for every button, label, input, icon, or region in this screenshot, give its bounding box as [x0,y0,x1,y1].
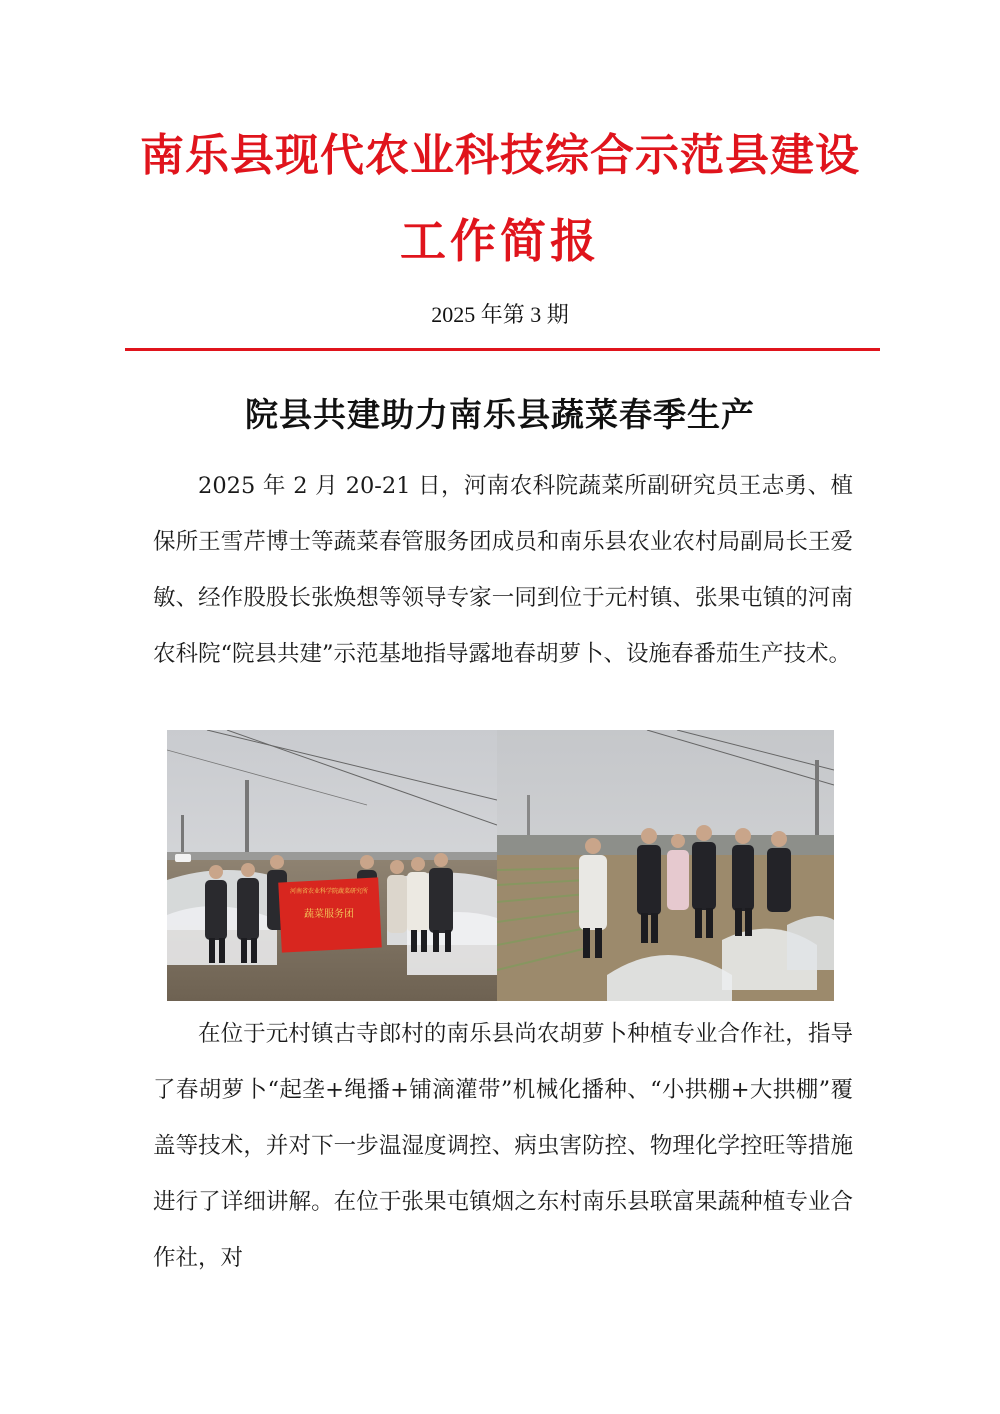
article-title: 院县共建助力南乐县蔬菜春季生产 [245,395,755,434]
photo-group-with-banner [167,730,497,1001]
issue-number: 2025 年第 3 期 [431,302,569,327]
photo-field-inspection [497,730,834,1001]
red-divider [125,348,880,351]
banner-text-line2: 蔬菜服务团 [304,909,354,920]
red-banner [278,877,382,952]
banner-text-line1: 河南省农业科学院蔬菜研究所 [289,888,369,895]
bulletin-title-line1: 南乐县现代农业科技综合示范县建设 [140,130,860,181]
article-paragraph-1: 2025 年 2 月 20-21 日，河南农科院蔬菜所副研究员王志勇、植保所王雪芹博士等蔬菜春管服务团成员和南乐县农业农村局副局长王爱敏、经作股股长张焕想等领导专家一同到位于元村镇、张果屯镇的河南农科院“院县共建”示范基地指导露地春胡萝卜、设施春番茄生产技术。 [153,473,853,667]
bulletin-title-line2: 工作简报 [400,214,600,268]
article-paragraph-2: 在位于元村镇古寺郎村的南乐县尚农胡萝卜种植专业合作社，指导了春胡萝卜“起垄+绳播+铺滴灌带”机械化播种、“小拱棚+大拱棚”覆盖等技术，并对下一步温湿度调控、病虫害防控、物理化学控旺等措施进行了详细讲解。在位于张果屯镇烟之东村南乐县联富果蔬种植专业合作社，对 [153,1021,853,1271]
